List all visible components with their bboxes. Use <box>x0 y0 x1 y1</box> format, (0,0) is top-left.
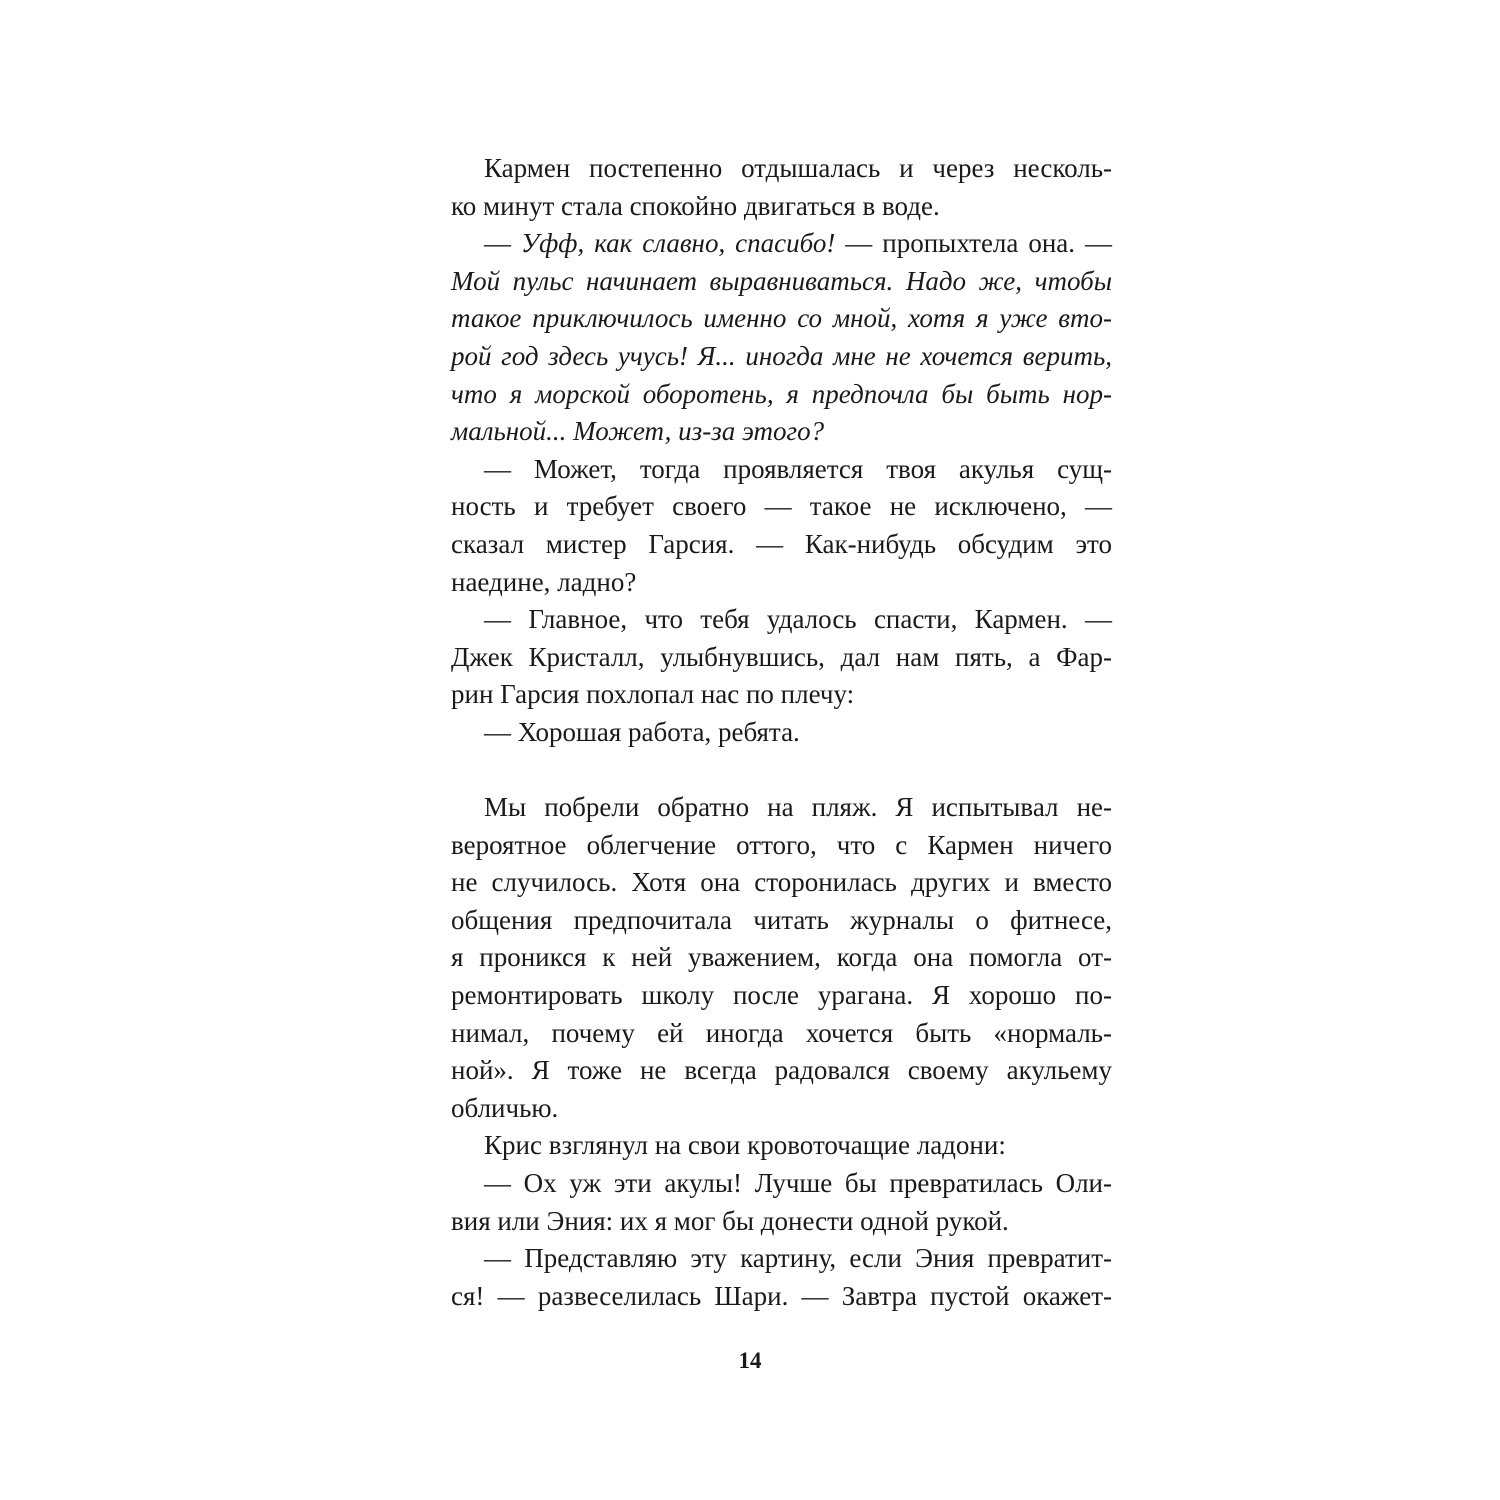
text-line: Крис взглянул на свои кровоточащие ладони: <box>484 1130 1006 1161</box>
text-line: ремонтировать школу после урагана. Я хорошо по- <box>451 980 1112 1011</box>
text-line: что я морской оборотень, я предпочла бы быть нор- <box>451 378 1112 409</box>
section-break <box>451 752 1112 790</box>
text-line <box>451 225 1112 263</box>
text-line: рой год здесь учусь! Я... иногда мне не хочется верить, <box>451 340 1112 371</box>
italic-speech: Уфф, как славно, спасибо! <box>520 228 836 259</box>
text-line: вия или Эния: их я мог бы донести одной рукой. <box>451 1205 1009 1236</box>
text-line: — Хорошая работа, ребята. <box>484 716 800 747</box>
text-line: ность и требует своего — такое не исключено, — <box>451 491 1112 522</box>
text-line: — Главное, что тебя удалось спасти, Кармен. — <box>484 604 1112 635</box>
text-line: Кармен постепенно отдышалась и через несколь- <box>484 153 1112 183</box>
body-text <box>451 150 1112 1315</box>
text-line: нимал, почему ей иногда хочется быть «нормаль- <box>451 1017 1112 1048</box>
text-line: ся! — развеселилась Шари. — Завтра пустой окажет- <box>451 1280 1112 1311</box>
text-line: наедине, ладно? <box>451 566 637 597</box>
text-line: — Может, тогда проявляется твоя акулья сущ- <box>484 453 1112 484</box>
text-line: общения предпочитала читать журналы о фитнесе, <box>451 904 1112 935</box>
text-line: рин Гарсия похлопал нас по плечу: <box>451 679 855 710</box>
text-line: не случилось. Хотя она сторонилась других и вместо <box>451 867 1112 898</box>
page-number: 14 <box>738 1348 762 1373</box>
text-line: вероятное облегчение оттого, что с Кармен ничего <box>451 829 1112 860</box>
text-line: Джек Кристалл, улыбнувшись, дал нам пять, а Фар- <box>451 641 1112 672</box>
text-line: сказал мистер Гарсия. — Как-нибудь обсудим это <box>451 528 1112 559</box>
text-line: такое приключилось именно со мной, хотя я уже вто- <box>451 303 1112 334</box>
text-run: — пропыхтела она. — <box>835 228 1112 259</box>
text-line: ко минут стала спокойно двигаться в воде. <box>451 190 940 221</box>
text-line: — Ох уж эти акулы! Лучше бы превратилась Оли- <box>484 1168 1112 1199</box>
text-line: — Представляю эту картину, если Эния превратит- <box>484 1243 1112 1274</box>
text-line: мальной... Может, из-за этого? <box>451 416 825 447</box>
text-line: Мой пульс начинает выравниваться. Надо же, чтобы <box>451 265 1112 296</box>
text-line: я проникся к ней уважением, когда она помогла от- <box>451 942 1112 973</box>
text-run: — <box>484 228 521 259</box>
text-line: ной». Я тоже не всегда радовался своему акульему <box>451 1055 1112 1086</box>
text-line: обличью. <box>451 1092 559 1123</box>
text-line: Мы побрели обратно на пляж. Я испытывал не- <box>484 792 1112 823</box>
